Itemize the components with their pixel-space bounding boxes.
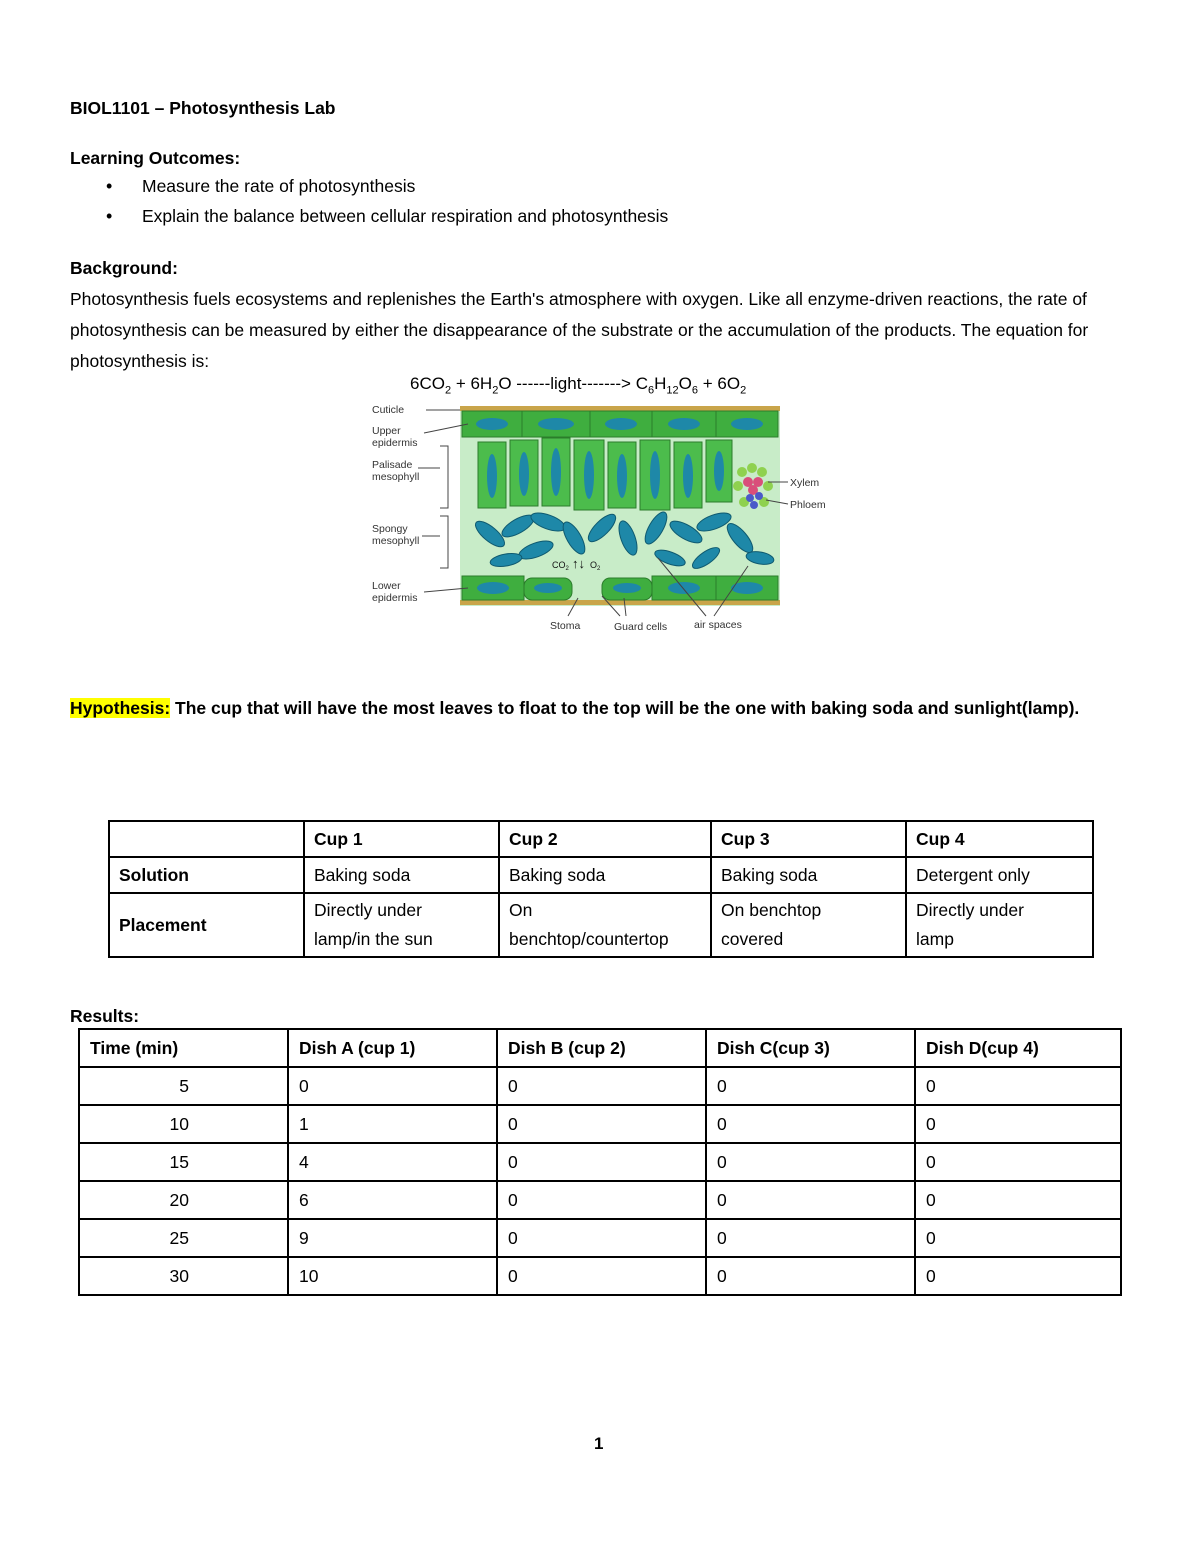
table-cell: 0 — [706, 1067, 915, 1105]
table-cell: 0 — [915, 1181, 1121, 1219]
table-cell: 0 — [497, 1143, 706, 1181]
table-row — [109, 893, 1093, 957]
table-cell: 0 — [915, 1105, 1121, 1143]
hypothesis-text: The cup that will have the most leaves to float to the top will be the one with baking soda and sunlight(lamp). — [170, 698, 1080, 718]
table-row — [79, 1105, 1121, 1143]
table-row — [79, 1181, 1121, 1219]
table-cell: 0 — [706, 1257, 915, 1295]
background-heading: Background: — [70, 258, 178, 278]
label-upper-epidermis-2: epidermis — [372, 437, 418, 449]
table-cell: 20 — [79, 1181, 288, 1219]
table-cell: On benchtop covered — [711, 893, 906, 957]
table-row — [109, 857, 1093, 893]
label-air-spaces: air spaces — [694, 619, 742, 631]
learning-outcomes-list — [70, 172, 668, 232]
label-lower-epidermis-2: epidermis — [372, 592, 418, 604]
table-cell: Detergent only — [906, 857, 1093, 893]
lower-epidermis — [462, 576, 778, 600]
table-header-cell: Cup 3 — [711, 821, 906, 857]
row-label: Solution — [109, 857, 304, 893]
svg-text:O2: $O_2$ — [590, 560, 601, 572]
label-stoma: Stoma — [550, 620, 581, 632]
table-cell: 0 — [706, 1219, 915, 1257]
upper-epidermis — [462, 411, 778, 437]
setup-table — [108, 820, 1094, 958]
table-cell: 0 — [915, 1219, 1121, 1257]
table-cell: 4 — [288, 1143, 497, 1181]
table-cell: 10 — [79, 1105, 288, 1143]
svg-text:↑↓: ↑↓ — [572, 556, 585, 571]
label-xylem: Xylem — [790, 477, 820, 489]
table-cell: 10 — [288, 1257, 497, 1295]
learning-outcomes-heading: Learning Outcomes: — [70, 148, 241, 168]
table-header-cell: Cup 2 — [499, 821, 711, 857]
phloem-cell — [746, 494, 754, 502]
table-row — [79, 1257, 1121, 1295]
table-header-cell: Dish D(cup 4) — [915, 1029, 1121, 1067]
table-cell: 9 — [288, 1219, 497, 1257]
list-item: • Measure the rate of photosynthesis — [70, 172, 668, 202]
table-cell — [109, 821, 304, 857]
table-cell: 0 — [706, 1143, 915, 1181]
label-palisade: Palisade — [372, 459, 413, 471]
table-cell: Directly under lamp — [906, 893, 1093, 957]
list-item: • Explain the balance between cellular respiration and photosynthesis — [70, 202, 668, 232]
leaf-cross-section-diagram — [340, 398, 840, 638]
label-spongy-2: mesophyll — [372, 535, 420, 547]
table-cell: 15 — [79, 1143, 288, 1181]
table-header-cell: Cup 1 — [304, 821, 499, 857]
label-palisade-2: mesophyll — [372, 471, 420, 483]
table-cell: 0 — [497, 1067, 706, 1105]
label-cuticle: Cuticle — [372, 404, 405, 416]
hypothesis — [70, 694, 1130, 723]
table-cell: 0 — [915, 1257, 1121, 1295]
table-cell: 30 — [79, 1257, 288, 1295]
table-cell: Baking soda — [499, 857, 711, 893]
table-header-cell: Cup 4 — [906, 821, 1093, 857]
document-title: BIOL1101 – Photosynthesis Lab — [70, 98, 336, 118]
phloem-cell — [750, 501, 758, 509]
table-cell: 0 — [497, 1219, 706, 1257]
page-number: 1 — [594, 1434, 604, 1453]
table-cell: 0 — [497, 1181, 706, 1219]
label-spongy: Spongy — [372, 523, 408, 535]
table-cell: 0 — [915, 1067, 1121, 1105]
table-cell: 0 — [497, 1257, 706, 1295]
table-row — [109, 821, 1093, 857]
label-upper-epidermis: Upper — [372, 425, 401, 437]
results-heading: Results: — [70, 1006, 140, 1026]
table-cell: 0 — [497, 1105, 706, 1143]
phloem-cell — [755, 492, 763, 500]
table-header-cell: Dish B (cup 2) — [497, 1029, 706, 1067]
svg-text:CO2: $CO_2$ — [552, 560, 569, 572]
cuticle-top — [460, 406, 780, 411]
table-row — [79, 1143, 1121, 1181]
photosynthesis-equation: $6CO_2 + 6H_2O$ ------light-------> $C_6H_{12}O_6 + 6O_2$ — [410, 374, 747, 397]
label-lower-epidermis: Lower — [372, 580, 401, 592]
table-cell: 5 — [79, 1067, 288, 1105]
table-header-cell: Dish C(cup 3) — [706, 1029, 915, 1067]
table-cell: 1 — [288, 1105, 497, 1143]
hypothesis-label: Hypothesis: — [70, 698, 171, 718]
label-guard-cells: Guard cells — [614, 621, 668, 633]
table-cell: 0 — [915, 1143, 1121, 1181]
table-cell: Baking soda — [711, 857, 906, 893]
table-header-cell: Dish A (cup 1) — [288, 1029, 497, 1067]
table-row — [79, 1029, 1121, 1067]
table-cell: 25 — [79, 1219, 288, 1257]
cuticle-bottom — [460, 600, 780, 605]
background-paragraph: Photosynthesis fuels ecosystems and replenishes the Earth's atmosphere with oxygen. Like all enzyme-driven reactions, the rate of photosynthesis can be measured by either the disappearance of the substrate or the accumulation of the products. The equation for photosynthesis is: — [70, 289, 1089, 371]
table-cell: 0 — [706, 1181, 915, 1219]
table-header-cell: Time (min) — [79, 1029, 288, 1067]
table-cell: On benchtop/countertop — [499, 893, 711, 957]
results-table — [78, 1028, 1122, 1296]
table-cell: 6 — [288, 1181, 497, 1219]
table-cell: 0 — [288, 1067, 497, 1105]
table-cell: 0 — [706, 1105, 915, 1143]
table-cell: Baking soda — [304, 857, 499, 893]
table-cell: Directly under lamp/in the sun — [304, 893, 499, 957]
table-row — [79, 1067, 1121, 1105]
row-label: Placement — [109, 893, 304, 957]
label-phloem: Phloem — [790, 499, 826, 511]
table-row — [79, 1219, 1121, 1257]
